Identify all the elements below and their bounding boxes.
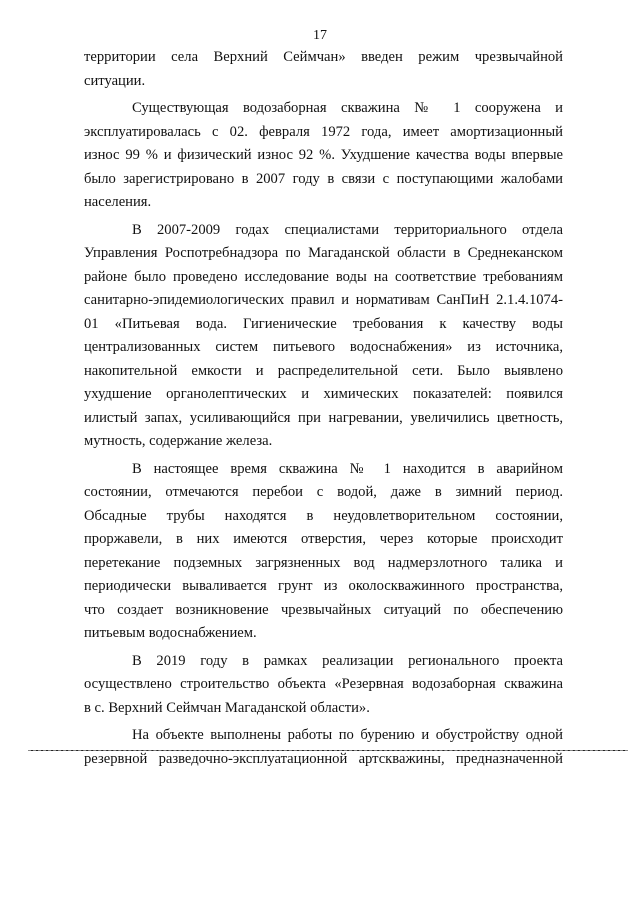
- text-line: что создает возникновение чрезвычайных ситуаций по обеспечению: [84, 601, 563, 618]
- text-line: накопительной емкости и распределительной сети. Было выявлено: [84, 362, 563, 379]
- text-line: территории села Верхний Сеймчан» введен режим чрезвычайной: [84, 49, 563, 65]
- text-line: илистый запах, усиливающийся при нагревании, увеличились цветность,: [84, 409, 563, 426]
- text-line: населения.: [84, 194, 152, 210]
- text-line: 01 «Питьевая вода. Гигиенические требования к качеству воды: [84, 315, 563, 332]
- text-line: было зарегистрировано в 2007 году в связи с поступающими жалобами: [84, 170, 563, 187]
- text-line: В 2019 году в рамках реализации регионального проекта: [132, 652, 563, 669]
- text-line: санитарно-эпидемиологических правил и нормативам СанПиН 2.1.4.1074-: [84, 292, 563, 308]
- text-line: осуществлено строительство объекта «Резервная водозаборная скважина: [84, 676, 563, 692]
- text-line: районе было проведено исследование воды на соответствие требованиям: [84, 268, 563, 285]
- document-body: [84, 46, 563, 771]
- text-line: в с. Верхний Сеймчан Магаданской области».: [84, 699, 370, 716]
- text-line: периодически вываливается грунт из околоскважинного пространства,: [84, 578, 563, 594]
- text-line: ситуации.: [84, 72, 146, 89]
- text-line: перетекание подземных загрязненных вод надмерзлотного талика и: [84, 554, 563, 571]
- text-line: Обсадные трубы находятся в неудовлетворительном состоянии,: [84, 507, 563, 524]
- text-line: износ 99 % и физический износ 92 %. Ухудшение качества воды впервые: [84, 147, 563, 163]
- page-number: 17: [313, 28, 327, 43]
- text-line: В 2007-2009 годах специалистами территориального отдела: [132, 221, 563, 238]
- footer-separator-line: [28, 750, 628, 751]
- text-line: В настоящее время скважина № 1 находится в аварийном: [132, 460, 563, 477]
- text-line: мутность, содержание железа.: [84, 433, 273, 449]
- text-line: централизованных систем питьевого водоснабжения» из источника,: [84, 339, 563, 355]
- text-line: Существующая водозаборная скважина № 1 сооружена и: [132, 100, 563, 116]
- text-line: На объекте выполнены работы по бурению и обустройству одной: [132, 727, 563, 743]
- text-line: резервной разведочно-эксплуатационной артскважины, предназначенной: [84, 750, 563, 767]
- text-line: проржавели, в них имеются отверстия, через которые происходит: [84, 531, 563, 547]
- text-line: состоянии, отмечаются перебои с водой, даже в зимний период.: [84, 484, 563, 500]
- text-line: ухудшение органолептических и химических показателей: появился: [84, 386, 563, 402]
- text-line: эксплуатировалась с 02. февраля 1972 года, имеет амортизационный: [84, 123, 563, 140]
- text-line: питьевым водоснабжением.: [84, 625, 257, 641]
- text-line: Управления Роспотребнадзора по Магаданской области в Среднеканском: [84, 245, 563, 261]
